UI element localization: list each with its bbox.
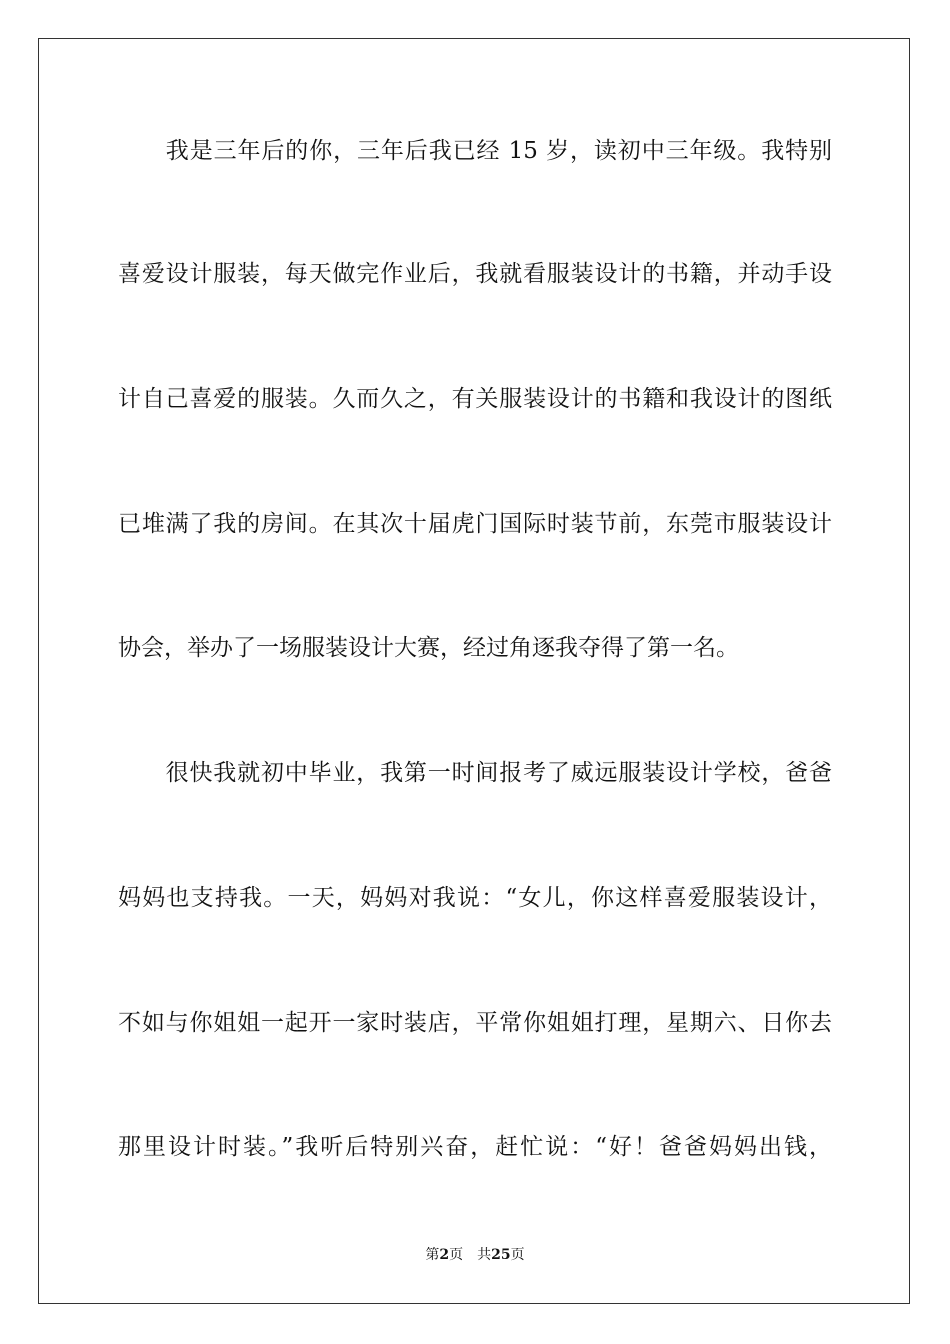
text-line-4: 已堆满了我的房间。在其次十届虎门国际时装节前，东莞市服装设计 (118, 511, 832, 537)
text-line-2: 喜爱设计服装，每天做完作业后，我就看服装设计的书籍，并动手设 (118, 261, 832, 287)
page-suffix: 页 (449, 1247, 464, 1263)
text-line-3: 计自己喜爱的服装。久而久之，有关服装设计的书籍和我设计的图纸 (118, 386, 832, 412)
page-number: 2 (439, 1247, 450, 1263)
text-line-7: 妈妈也支持我。一天，妈妈对我说：“女儿，你这样喜爱服装设计， (118, 885, 832, 911)
total-prefix: 共 (477, 1247, 492, 1263)
page-prefix: 第 (425, 1247, 440, 1263)
total-suffix: 页 (510, 1247, 525, 1263)
total-pages: 25 (491, 1247, 511, 1263)
page-footer (0, 1246, 950, 1264)
text-line-1: 我是三年后的你，三年后我已经 15 岁，读初中三年级。我特别 (118, 138, 832, 164)
text-line-5: 协会，举办了一场服装设计大赛，经过角逐我夺得了第一名。 (118, 635, 739, 661)
text-line-8: 不如与你姐姐一起开一家时装店，平常你姐姐打理，星期六、日你去 (118, 1010, 832, 1036)
text-line-6: 很快我就初中毕业，我第一时间报考了威远服装设计学校，爸爸 (118, 760, 832, 786)
text-line-9: 那里设计时装。”我听后特别兴奋，赶忙说：“好！爸爸妈妈出钱， (118, 1134, 832, 1160)
page-frame (38, 38, 910, 1304)
